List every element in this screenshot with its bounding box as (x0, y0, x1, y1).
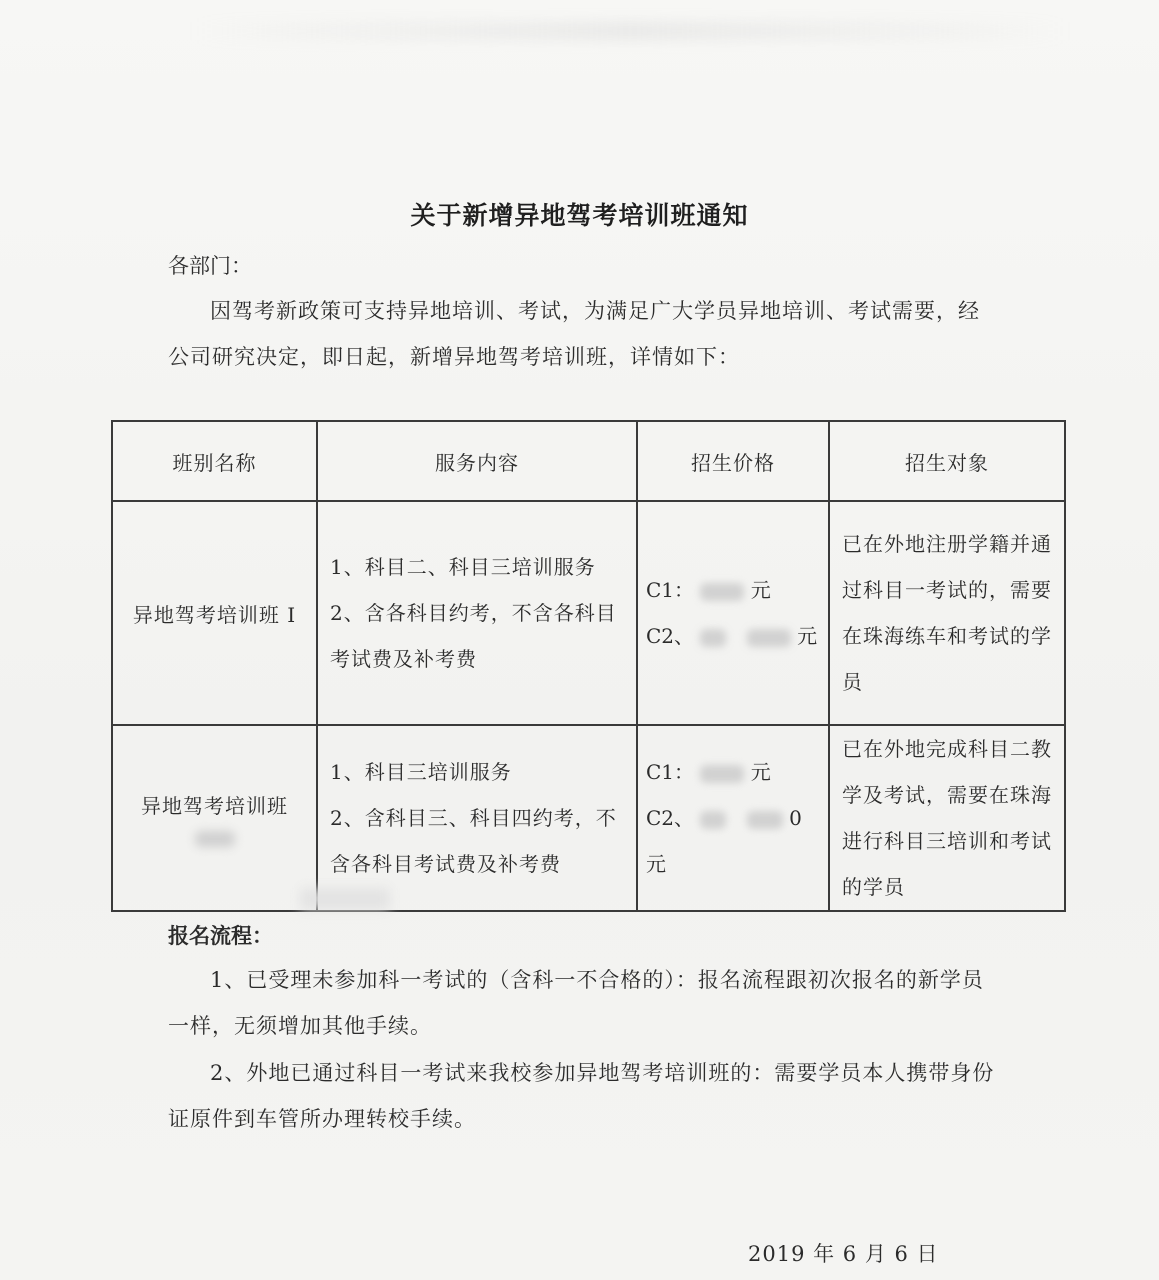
table-header-row (112, 421, 1065, 501)
redacted-price (700, 583, 744, 601)
intro-paragraph: 因驾考新政策可支持异地培训、考试，为满足广大学员异地培训、考试需要，经公司研究决定，即日起，新增异地驾考培训班，详情如下： (168, 299, 980, 369)
scan-smudge (190, 22, 1070, 40)
price-unit: 元 (750, 760, 771, 784)
redacted-price (747, 629, 791, 647)
redacted-price (700, 765, 744, 783)
price-c1 (646, 567, 820, 613)
procedure-item: 2、外地已通过科目一考试来我校参加异地驾考培训班的：需要学员本人携带身份证原件到车管所办理转校手续。 (168, 1061, 995, 1131)
service-item: 1、科目三培训服务 (330, 760, 512, 784)
salutation: 各部门： (168, 254, 252, 278)
class-name: 异地驾考培训班 I (132, 602, 297, 627)
class-name: 异地驾考培训班 (141, 793, 288, 818)
audience-cell: 已在外地注册学籍并通过科目一考试的，需要在珠海练车和考试的学员 (829, 501, 1065, 725)
table-row (112, 501, 1065, 725)
audience-cell: 已在外地完成科目二教学及考试，需要在珠海进行科目三培训和考试的学员 (829, 725, 1065, 911)
price-c2 (646, 613, 820, 659)
service-cell (317, 501, 637, 725)
service-item: 2、含科目三、科目四约考，不含各科目考试费及补考费 (330, 806, 617, 876)
price-unit: 元 (750, 578, 771, 602)
price-label: C2、 (646, 806, 695, 830)
price-label: C2、 (646, 624, 695, 648)
class-name-cell (112, 725, 317, 911)
price-unit: 0 元 (646, 806, 802, 876)
class-table (111, 420, 1066, 912)
header-audience: 招生对象 (829, 421, 1065, 501)
class-name-cell (112, 501, 317, 725)
redacted-price (700, 811, 726, 829)
procedure-item: 1、已受理未参加科一考试的（含科一不合格的）：报名流程跟初次报名的新学员一样，无须增加其他手续。 (168, 968, 984, 1038)
redacted-suffix (195, 831, 235, 847)
document-date: 2019 年 6 月 6 日 (748, 1242, 939, 1266)
price-label: C1： (646, 760, 695, 784)
table-row (112, 725, 1065, 911)
price-c1 (646, 749, 820, 795)
service-cell (317, 725, 637, 911)
document-title: 关于新增异地驾考培训班通知 (410, 201, 749, 230)
header-class-name: 班别名称 (112, 421, 317, 501)
price-label: C1： (646, 578, 695, 602)
redaction-smear (300, 888, 390, 910)
redacted-price (700, 629, 726, 647)
service-item: 2、含各科目约考，不含各科目考试费及补考费 (330, 601, 617, 671)
header-price: 招生价格 (637, 421, 829, 501)
procedure-heading: 报名流程： (168, 924, 273, 948)
price-cell (637, 725, 829, 911)
price-c2 (646, 795, 820, 887)
price-unit: 元 (797, 624, 818, 648)
redacted-price (747, 811, 783, 829)
service-item: 1、科目二、科目三培训服务 (330, 555, 596, 579)
header-service: 服务内容 (317, 421, 637, 501)
price-cell (637, 501, 829, 725)
